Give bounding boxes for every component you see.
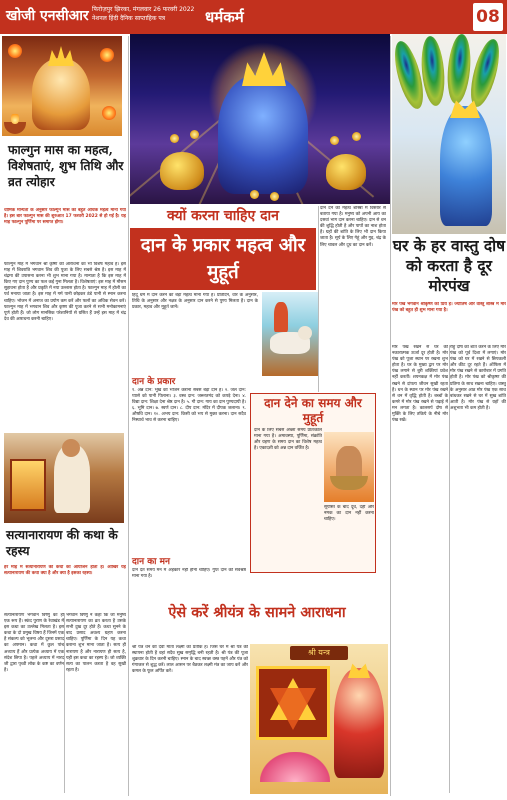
coin-icon	[270, 192, 279, 201]
flame-icon	[11, 112, 19, 124]
daan-prakar-list: १. अन्न दान: भूखे को भोजन कराना सबसे बड़ा दान है। २. जल दान: प्यासे को पानी पिलाना। ३. वस्त्र दान: जरूरतमंद को कपड़े देना। ४. विद्या दान: शिक्षा देना श्रेष्ठ दान है। ५. गौ दान: गाय का दान पुण्यदायी है। ६. भूमि दान। ७. स्वर्ण दान। ८. दीप दान: मंदिर में दीपक जलाना। ९. औषधि दान। १०. अभय दान: किसी को भय से मुक्त करना। दान सदैव निस्वार्थ भाव से करना चाहिए।	[132, 388, 246, 424]
column-divider	[64, 613, 65, 793]
flower-icon	[8, 44, 22, 58]
edition-date: फिरोज़पुर झिरका, मंगलवार 26 फरवरी 2022	[92, 6, 195, 13]
lakshmi-figure	[334, 668, 384, 778]
coin-icon	[330, 136, 339, 145]
yantra-label: श्री यन्त्र	[308, 648, 330, 657]
lotus-icon	[260, 752, 330, 782]
satyanarayan-body-col1: सत्यानारायण भगवान विष्णु का ही एक रूप हैं। स्कंद पुराण के रेवाखंड में इस कथा का उल्लेख मिलता है। इस कथा के दो प्रमुख विषय हैं जिनमें एक है संकल्प को भूलना और दूसरा प्रसाद का अपमान। कथा में कुल पांच अध्याय हैं और प्रत्येक अध्याय में एक संदेश छिपा है। पहले अध्याय में नारद जी द्वारा पृथ्वी लोक के कष्ट का वर्णन है।	[4, 613, 64, 673]
column-divider	[390, 36, 391, 796]
satyanarayan-katha-photo	[4, 433, 124, 523]
daan-question-headline[interactable]: क्यों करना चाहिए दान	[167, 208, 279, 224]
shriyantra-headline[interactable]: ऐसे करें श्रीयंत्र के सामने आराधना	[168, 604, 346, 621]
shriyantra-lakshmi-photo	[250, 644, 388, 794]
coin-icon	[352, 132, 361, 141]
cow-charity-photo	[262, 292, 318, 376]
vastu-intro: मोर पंख भगवान श्रीकृष्ण को प्रिय है। ज्योतिष और वास्तु शास्त्र में मोर पंख को बहुत ही शुभ माना गया है।	[392, 302, 506, 314]
altar-image	[10, 459, 46, 511]
section-title: धर्मकर्म	[205, 8, 244, 26]
krishna-figure	[440, 106, 492, 226]
edition-info	[92, 5, 194, 23]
column-divider	[128, 36, 129, 796]
flower-icon	[100, 48, 114, 62]
falgun-body: फाल्गुन माह में भगवान श्री कृष्ण की आराधना का भी विशेष महत्व है। इस माह में शिवरात्रि भगवान शिव की पूजा के लिए सबसे श्रेष्ठ है। इस माह में चंद्रमा की उपासना करना भी शुभ माना गया है। मान्यता है कि इस माह में किए गए दान पुण्य का फल कई गुना मिलता है। विशेषताएं: इस माह में मौसम सुहावना होता है और प्रकृति में नया उल्लास होता है। फाल्गुन माह में होली का पर्व मनाया जाता है। इस माह में गर्म पानी छोड़कर ठंडे पानी से स्नान करना चाहिए। भोजन में अनाज का प्रयोग कम करें और फलों का अधिक सेवन करें। फाल्गुन माह में भगवान शिव और कृष्ण की पूजा करने से सभी मनोकामनाएं पूर्ण होती हैं। जो लोग मानसिक परेशानियों से ग्रसित हैं उन्हें इस माह में चंद्र देव की आराधना करनी चाहिए।	[4, 262, 126, 322]
priest-head	[62, 439, 80, 457]
falgun-headline[interactable]: फाल्गुन मास का महत्व, विशेषताएं, शुभ तिथि और व्रत त्योहार	[8, 142, 124, 189]
masthead	[0, 0, 507, 34]
daan-banner-headline[interactable]: दान के प्रकार महत्व और मुहूर्त	[130, 228, 316, 290]
muhurat-box-text: दान के लिए सबसे अच्छा समय प्रातःकाल माना गया है। अमावस्या, पूर्णिमा, संक्रांति और ग्रहण के समय दान का विशेष महत्व है। एकादशी को अन्न दान वर्जित है।	[254, 428, 322, 452]
column-divider	[318, 206, 319, 392]
peacock-feather-icon	[445, 34, 473, 105]
coin-icon	[170, 134, 179, 143]
person-figure	[274, 302, 288, 332]
vishnu-figure	[218, 74, 308, 194]
daan-man-text: दान देते समय मन में अहंकार नहीं होना चाहिए। गुप्त दान को सर्वश्रेष्ठ माना गया है।	[132, 568, 246, 580]
satyanarayan-headline[interactable]: सत्यानारायण की कथा के रहस्य	[6, 527, 118, 558]
daan-intro: हिंदू धर्म में दान करने का बड़ा महत्व माना गया है। प्रतिदिन, वार के अनुसार, तिथि के अनुसार और नक्षत्र के अनुसार दान करने से पुण्य मिलता है। दान के प्रकार, महत्व और मुहूर्त जानें।	[132, 293, 258, 311]
daan-mahatva-text: दान देने का महत्व शास्त्रों में विस्तार से बताया गया है। मनुष्य को अपनी आय का दसवां भाग दान करना चाहिए। दान से धन की शुद्धि होती है और पापों का नाश होता है। ग्रहों की शांति के लिए भी दान किया जाता है। सूर्य के लिए गेहूं और गुड़, चंद्र के लिए चावल और दूध का दान करें।	[320, 206, 386, 248]
crown-icon	[48, 46, 74, 66]
offering-hands-photo	[324, 432, 374, 502]
gold-pot-icon	[160, 152, 204, 190]
krishna-peacock-feather-photo	[392, 34, 506, 234]
flower-icon	[102, 106, 116, 120]
shriyantra-text: श्री यंत्र धन की देवी माता लक्ष्मी का प्रतीक है। जिस घर में श्री यंत्र की स्थापना होती है वहां सदैव सुख समृद्धि बनी रहती है। श्री यंत्र की पूजा शुक्रवार के दिन करनी चाहिए। स्नान के बाद स्वच्छ वस्त्र पहनें और यंत्र को गंगाजल से शुद्ध करें। लाल आसन पर बैठकर लक्ष्मी मंत्र का जाप करें और कमल के फूल अर्पित करें।	[132, 645, 248, 675]
vastu-headline[interactable]: घर के हर वास्तु दोष को करता है दूर मोरपंख	[392, 236, 506, 295]
coin-icon	[250, 190, 259, 199]
coin-icon	[190, 130, 199, 139]
daan-man-subhead: दान का मन	[132, 557, 170, 567]
satyanarayan-body-col2: भगवान विष्णु ने कहा कि जो मनुष्य सत्यानारायण का व्रत करता है उसके सभी दुख दूर होते हैं। कथा सुनने के बाद प्रसाद अवश्य ग्रहण करना चाहिए। पूर्णिमा के दिन यह कथा कराना शुभ माना जाता है। सत्य ही नारायण है और नारायण ही सत्य है, यही इस कथा का रहस्य है। जो व्यक्ति सत्य का पालन करता है वह सुखी रहता है।	[66, 613, 126, 673]
daan-prakar-subhead: दान के प्रकार	[132, 377, 176, 387]
gold-pot-icon	[326, 154, 366, 190]
peacock-feather-icon	[465, 36, 504, 109]
muhurat-box-text2: सूर्यास्त के बाद दूध, दही और नमक का दान नहीं करना चाहिए।	[324, 505, 374, 523]
shiva-krishna-photo	[2, 36, 122, 136]
vastu-body-col2: राहु दोष को शांत करने के लिए मोर पंख को पूर्व दिशा में लगाएं। मोर पंख को घर में रखने से छिपकली और कीट दूर रहते हैं। ऑफिस में मोर पंख रखने से कारोबार में प्रगति होती है। मोर पंख को श्रीकृष्ण की प्रतिमा के साथ रखना चाहिए। वास्तु के अनुसार आठ मोर पंख एक साथ बांधकर रखने से घर में सुख शांति आती है। मोर पंख से ग्रहों की अशुभता भी कम होती है।	[450, 345, 506, 411]
deity-figure	[32, 58, 90, 130]
falgun-intro: धार्मिक मान्यता के अनुसार फाल्गुन मास का बहुत अधिक महत्व माना गया है। इस बार फाल्गुन मास की शुरुआत 17 फरवरी 2022 से हो गई है। यह माह फाल्गुन पूर्णिमा पर समाप्त होगा।	[4, 208, 126, 226]
cow-head	[298, 326, 312, 340]
page-number: 08	[473, 3, 503, 31]
satyanarayan-intro: हर माह में सत्यानारायण की कथा का आयोजन होता है। आखिर यह सत्यानारायण की कथा क्या है और क्या है इसका रहस्य।	[4, 565, 126, 577]
bowl-icon	[330, 476, 368, 490]
edition-tagline: नेशनल हिंदी दैनिक साप्ताहिक पत्र	[92, 15, 166, 22]
vishnu-wealth-photo	[130, 34, 390, 204]
vastu-body-col1: मोर पंख रखने से घर की नकारात्मक ऊर्जा दूर होती है। मोर पंख को पूजा स्थान पर रखना शुभ होता है। घर के मुख्य द्वार पर मोर पंख लगाने से बुरी शक्तियां प्रवेश नहीं करतीं। शयनकक्ष में मोर पंख रखने से दांपत्य जीवन सुखी रहता है। धन के स्थान पर मोर पंख रखने से धन में वृद्धि होती है। बच्चों के कमरे में मोर पंख रखने से पढ़ाई में मन लगता है। कालसर्प दोष से मुक्ति के लिए तकिये के नीचे मोर पंख रखें।	[392, 345, 448, 424]
newspaper-logo[interactable]: खोजी एनसीआर	[6, 8, 89, 24]
muhurat-box-title[interactable]: दान देने का समय और मुहूर्त	[264, 396, 362, 425]
